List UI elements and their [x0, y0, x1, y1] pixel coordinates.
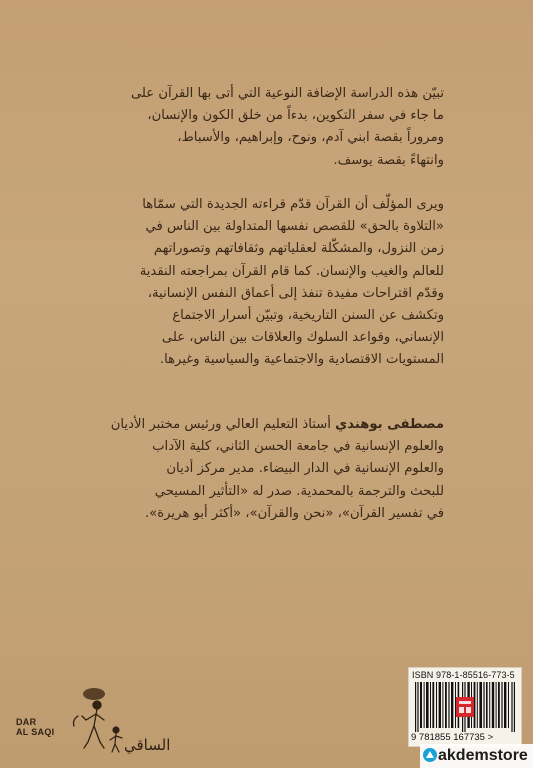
blurb-line: وقدّم اقتراحات مفيدة تنفذ إلى أعماق النفس الإنسانية، [147, 285, 444, 301]
price-sticker-icon [456, 697, 474, 717]
blurb-line: ما جاء في سفر التكوين، بدءاً من خلق الكون والإنسان، [147, 108, 444, 124]
blurb-line: تبيّن هذه الدراسة الإضافة النوعية التي أتى بها القرآن على [130, 86, 444, 101]
author-bio-line: في تفسير القرآن»، «نحن والقرآن»، «أكثر أبو هريرة». [144, 505, 444, 521]
author-name: مصطفى بوهندي [335, 417, 444, 432]
blurb-line: للعالم والغيب والإنسان. كما قام القرآن بمراجعته النقدية [139, 263, 444, 279]
blurb-line: ويرى المؤلّف أن القرآن قدّم قراءته الجديدة التي سمّاها [142, 197, 444, 212]
isbn-label: ISBN 978-1-85516-773-5 [412, 670, 515, 680]
publisher-arabic-name: الساقي [124, 736, 171, 754]
author-bio [96, 414, 444, 525]
blurb-line: وانتهاءً بقصة يوسف. [333, 152, 444, 168]
publisher-latin-line: DAR [16, 717, 37, 727]
author-bio-text: أستاذ التعليم العالي ورئيس مختبر الأديان [110, 417, 336, 432]
store-name: akdemstore [438, 747, 528, 764]
blurb-line: المستويات الاقتصادية والاجتماعية والسياسية وغيرها. [159, 352, 444, 368]
store-watermark [420, 744, 533, 768]
author-bio-line: والعلوم الإنسانية في الدار البيضاء. مدير مركز أديان [166, 461, 444, 477]
blurb-line: زمن النزول، والمشكّلة لعقلياتهم وثقافاتهم وتصوراتهم [153, 241, 444, 257]
store-logo-icon [422, 747, 438, 763]
blurb-line: ومروراً بقصة ابني آدم، ونوح، وإبراهيم، والأسباط، [177, 130, 444, 146]
blurb-paragraph-2 [96, 194, 444, 372]
blurb-line: وتكشف عن السنن التاريخية، وتبيّن أسرار الاجتماع [172, 308, 444, 324]
barcode-digits: 9 781855 167735 > [411, 732, 494, 743]
author-bio-line: للبحث والترجمة بالمحمدية. صدر له «التأثير المسيحي [154, 483, 444, 499]
author-bio-line: والعلوم الإنسانية في جامعة الحسن الثاني، كلية الآداب [152, 439, 444, 455]
publisher-latin-line: AL SAQI [16, 727, 55, 737]
blurb-paragraph-1 [96, 83, 444, 172]
blurb-line: «التلاوة بالحق» للقصص نفسها المتداولة بين الناس في [145, 219, 444, 235]
blurb-line: الإنساني، وقواعد السلوك والعلاقات بين الناس، على [161, 330, 444, 346]
publisher-latin-name [16, 717, 54, 737]
author-bio-line [96, 414, 444, 436]
